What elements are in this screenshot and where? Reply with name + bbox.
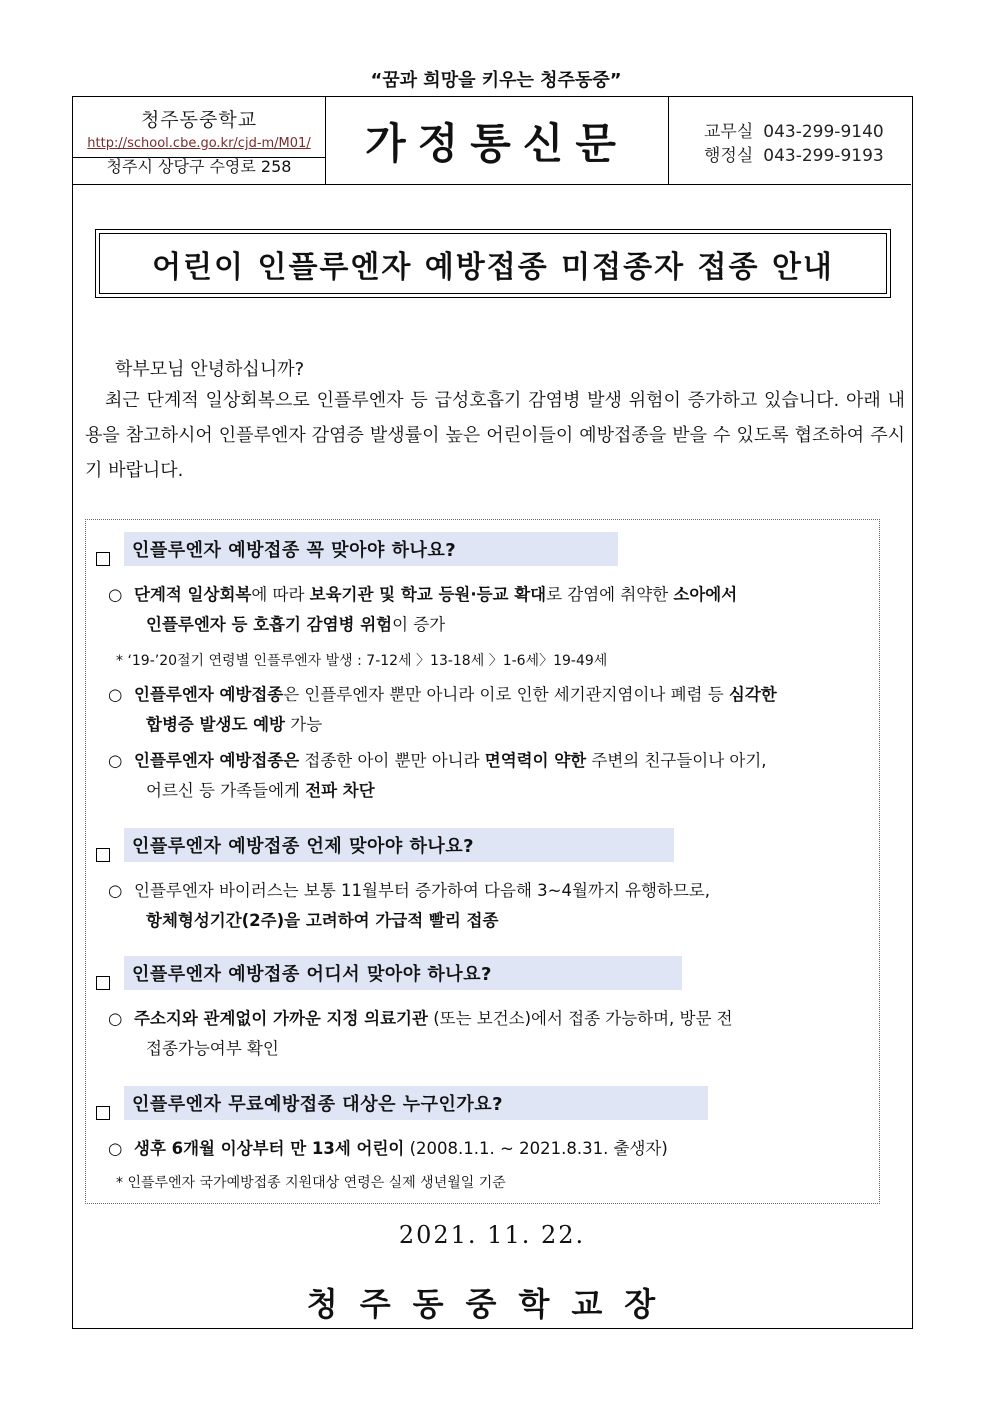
section-heading: 인플루엔자 예방접종 어디서 맞아야 하나요? — [96, 956, 682, 990]
school-name: 청주동중학교 — [140, 109, 258, 131]
section-heading: 인플루엔자 예방접종 꼭 맞아야 하나요? — [96, 532, 618, 566]
bullet-item: ○ 인플루엔자 바이러스는 보통 11월부터 증가하여 다음해 3~4월까지 유행하므로, 항체형성기간(2주)을 고려하여 가급적 빨리 접종 — [108, 876, 710, 936]
circle-bullet-icon: ○ — [108, 1139, 123, 1158]
bullet-item: ○ 인플루엔자 예방접종은 인플루엔자 뿐만 아니라 이로 인한 세기관지염이나 폐렴 등 심각한 합병증 발생도 예방 가능 — [108, 680, 777, 740]
newsletter-title: 가정통신문 — [325, 97, 669, 184]
footnote: * 인플루엔자 국가예방접종 지원대상 연령은 실제 생년월일 기준 — [116, 1175, 506, 1191]
checkbox-square-icon — [96, 552, 110, 566]
principal-signature: 청주동중학교장 — [306, 1285, 678, 1323]
school-address: 청주시 상당구 수영로 258 — [106, 157, 292, 176]
checkbox-square-icon — [96, 976, 110, 990]
divider — [73, 157, 325, 158]
newsletter-header — [73, 97, 911, 185]
intro-paragraph: 최근 단계적 일상회복으로 인플루엔자 등 급성호흡기 감염병 발생 위험이 증가하고 있습니다. 아래 내용을 참고하시어 인플루엔자 감염증 발생률이 높은 어린이들이 예방접종을 받을 수 있도록 협조하여 주시기 바랍니다. — [85, 390, 905, 481]
circle-bullet-icon: ○ — [108, 585, 123, 604]
contact-info — [668, 97, 911, 184]
qa-box — [85, 519, 880, 1204]
contact-phone: 043-299-9193 — [763, 146, 884, 166]
checkbox-square-icon — [96, 848, 110, 862]
circle-bullet-icon: ○ — [108, 881, 123, 900]
circle-bullet-icon: ○ — [108, 751, 123, 770]
section-heading: 인플루엔자 무료예방접종 대상은 누구인가요? — [96, 1086, 708, 1120]
contact-row — [704, 117, 884, 142]
bullet-item: ○ 생후 6개월 이상부터 만 13세 어린이 (2008.1.1. ~ 2021.8.31. 출생자) — [108, 1134, 668, 1164]
contact-label: 행정실 — [704, 146, 754, 166]
checkbox-square-icon — [96, 1106, 110, 1120]
contact-row — [704, 141, 884, 166]
school-url-link[interactable]: http://school.cbe.go.kr/cjd-m/M01/ — [87, 136, 311, 151]
newsletter-frame — [72, 96, 913, 1329]
contact-label: 교무실 — [704, 122, 754, 142]
contact-phone: 043-299-9140 — [763, 122, 884, 142]
circle-bullet-icon: ○ — [108, 685, 123, 704]
issue-date: 2021. 11. 22. — [398, 1221, 586, 1249]
bullet-item: ○ 인플루엔자 예방접종은 접종한 아이 뿐만 아니라 면역력이 약한 주변의 친구들이나 아기, 어르신 등 가족들에게 전파 차단 — [108, 746, 767, 806]
circle-bullet-icon: ○ — [108, 1009, 123, 1028]
school-motto: “꿈과 희망을 키우는 청주동중” — [370, 70, 622, 91]
bullet-item: ○ 주소지와 관계없이 가까운 지정 의료기관 (또는 보건소)에서 접종 가능하며, 방문 전 접종가능여부 확인 — [108, 1004, 733, 1064]
footnote: * ‘19-’20절기 연령별 인플루엔자 발생 : 7-12세 〉13-18세 〉1-6세〉19-49세 — [116, 653, 608, 669]
bullet-item: ○ 단계적 일상회복에 따라 보육기관 및 학교 등원·등교 확대로 감염에 취약한 소아에서 인플루엔자 등 호흡기 감염병 위험이 증가 — [108, 580, 737, 640]
notice-title: 어린이 인플루엔자 예방접종 미접종자 접종 안내 — [99, 233, 887, 294]
greeting: 학부모님 안녕하십니까? — [115, 359, 305, 380]
section-heading: 인플루엔자 예방접종 언제 맞아야 하나요? — [96, 828, 674, 862]
notice-title-box — [95, 229, 891, 298]
school-info — [73, 97, 326, 184]
